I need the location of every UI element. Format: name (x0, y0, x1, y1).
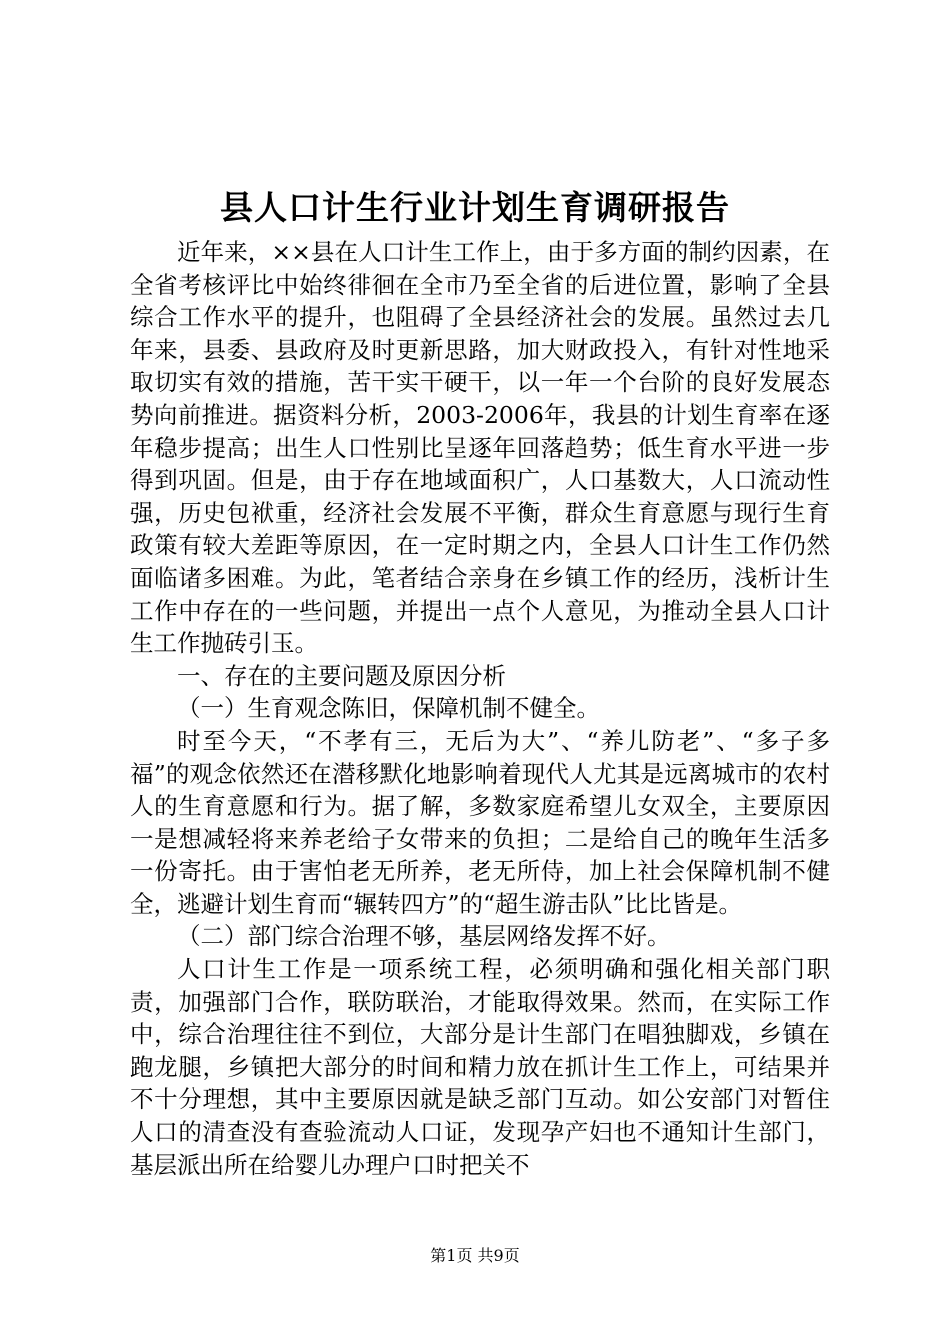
document-title: 县人口计生行业计划生育调研报告 (220, 188, 730, 227)
paragraph-subsection-1: 时至今天，“不孝有三，无后为大”、“养儿防老”、“多子多福”的观念依然还在潜移默化地影响着现代人尤其是远离城市的农村人的生育意愿和行为。据了解，多数家庭希望儿女双全，主要原因一是想减轻将来养老给子女带来的负担；二是给自己的晚年生活多一份寄托。由于害怕老无所养，老无所侍，加上社会保障机制不健全，逃避计划生育而“辗转四方”的“超生游击队”比比皆是。 (130, 726, 830, 918)
section-heading-1: 一、存在的主要问题及原因分析 (177, 661, 506, 690)
page-number-footer: 第1页 共9页 (430, 1246, 520, 1265)
document-body (130, 236, 830, 1181)
subsection-heading-2: （二）部门综合治理不够，基层网络发挥不好。 (177, 922, 671, 951)
paragraph-intro: 近年来，××县在人口计生工作上，由于多方面的制约因素，在全省考核评比中始终徘徊在全市乃至全省的后进位置，影响了全县综合工作水平的提升，也阻碍了全县经济社会的发展。虽然过去几年来，县委、县政府及时更新思路，加大财政投入，有针对性地采取切实有效的措施，苦干实干硬干，以一年一个台阶的良好发展态势向前推进。据资料分析，2003-2006年，我县的计划生育率在逐年稳步提高；出生人口性别比呈逐年回落趋势；低生育水平进一步得到巩固。但是，由于存在地域面积广，人口基数大，人口流动性强，历史包袱重，经济社会发展不平衡，群众生育意愿与现行生育政策有较大差距等原因，在一定时期之内，全县人口计生工作仍然面临诸多困难。为此，笔者结合亲身在乡镇工作的经历，浅析计生工作中存在的一些问题，并提出一点个人意见，为推动全县人口计生工作抛砖引玉。 (130, 238, 830, 658)
paragraph-subsection-2: 人口计生工作是一项系统工程，必须明确和强化相关部门职责，加强部门合作，联防联治，才能取得效果。然而，在实际工作中，综合治理往往不到位，大部分是计生部门在唱独脚戏，乡镇在跑龙腿，乡镇把大部分的时间和精力放在抓计生工作上，可结果并不十分理想，其中主要原因就是缺乏部门互动。如公安部门对暂住人口的清查没有查验流动人口证，发现孕产妇也不通知计生部门，基层派出所在给婴儿办理户口时把关不 (130, 955, 830, 1179)
subsection-heading-1: （一）生育观念陈旧，保障机制不健全。 (177, 694, 600, 723)
